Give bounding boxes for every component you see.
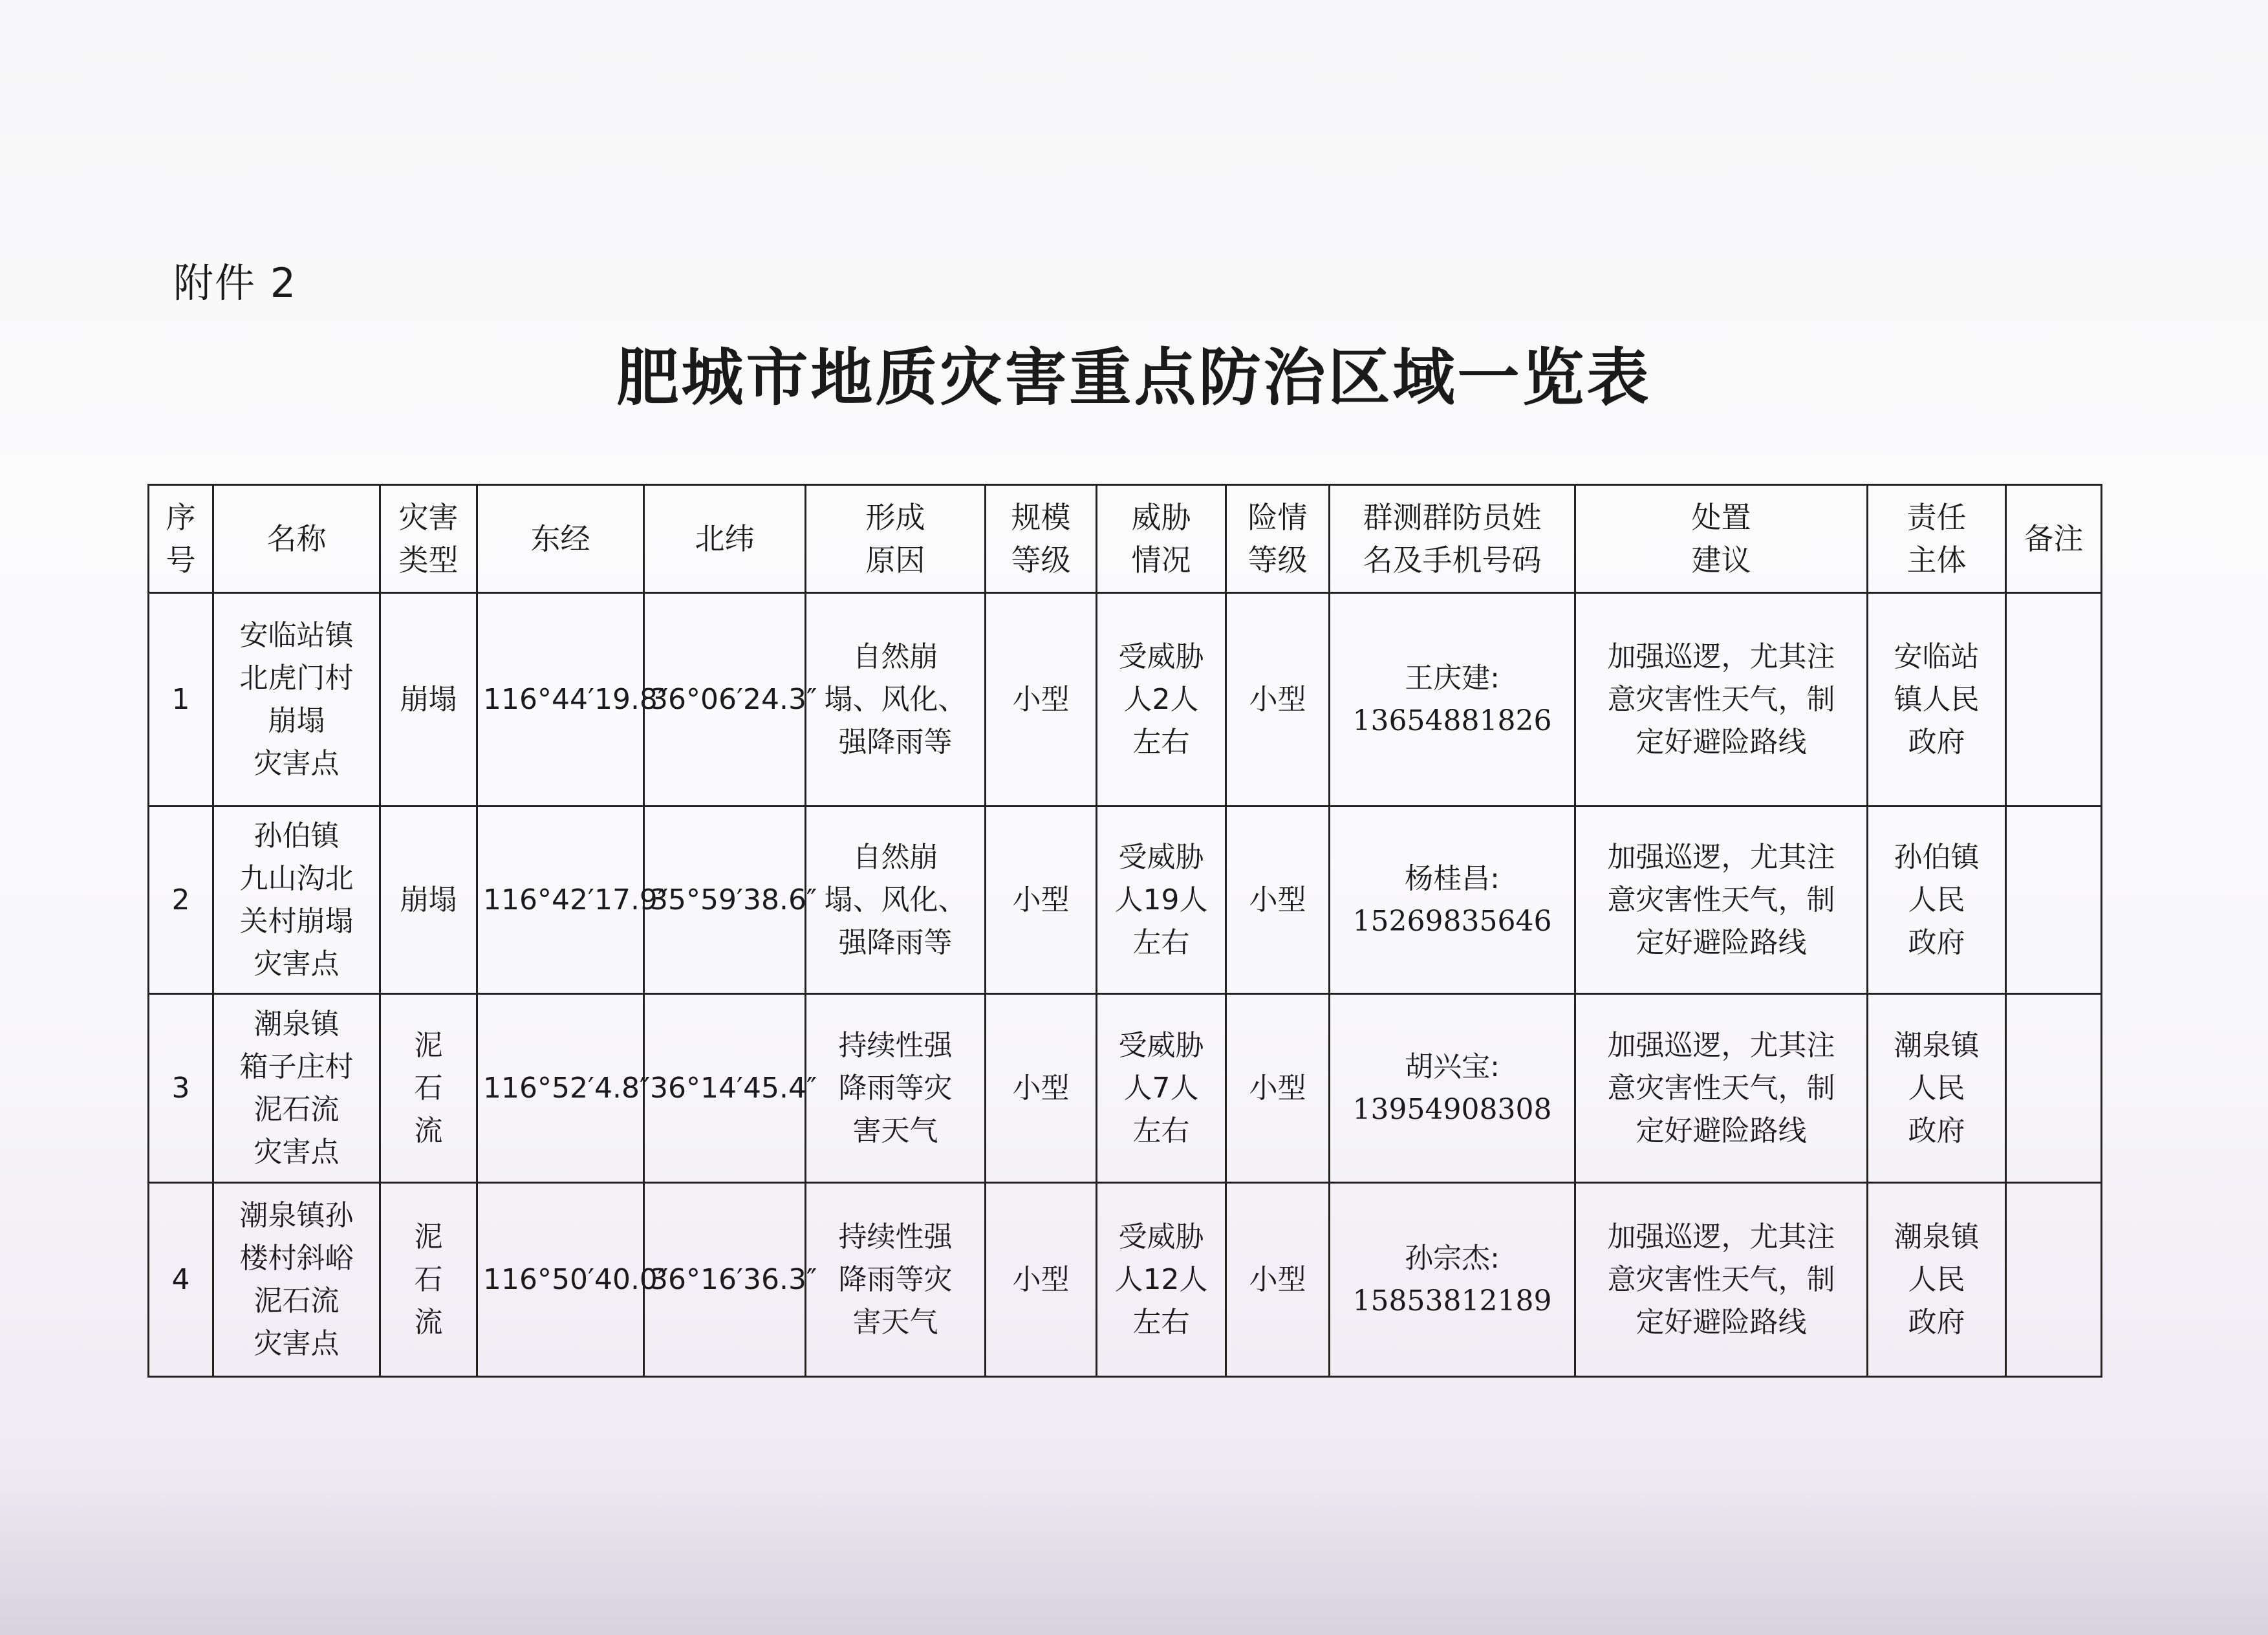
cell-remark <box>2006 807 2102 994</box>
table-row <box>149 807 2102 994</box>
cell-lon-text: 116°50′40.0″ <box>483 1262 669 1296</box>
header-type <box>380 485 477 593</box>
cell-cause-line: 自然崩 <box>852 840 938 874</box>
cell-cause-line: 持续性强 <box>838 1220 953 1253</box>
cell-name-line: 北虎门村 <box>239 661 354 695</box>
cell-scale <box>986 1183 1097 1377</box>
cell-advice-line: 意灾害性天气，制 <box>1607 682 1835 716</box>
cell-name <box>213 994 380 1183</box>
cell-lat <box>644 994 817 1183</box>
cell-cause-line: 害天气 <box>852 1305 938 1339</box>
cell-type-line: 流 <box>414 1305 443 1339</box>
cell-lat-text: 35°59′38.6″ <box>650 883 817 916</box>
cell-scale-text: 小型 <box>1012 682 1070 716</box>
header-remark <box>2006 485 2102 593</box>
cell-scale <box>986 807 1097 994</box>
cell-threat-line: 左右 <box>1132 926 1190 959</box>
cell-lon-text: 116°44′19.8″ <box>483 682 669 716</box>
monitor-name: 杨桂昌: <box>1405 861 1500 895</box>
cell-name-line: 灾害点 <box>254 1326 340 1360</box>
cell-cause-line: 持续性强 <box>838 1028 953 1062</box>
cell-danger-text: 小型 <box>1249 1262 1306 1296</box>
header-owner-line: 主体 <box>1906 543 1967 578</box>
cell-owner-line: 政府 <box>1908 1114 1965 1147</box>
header-threat-line: 威胁 <box>1131 500 1191 535</box>
cell-advice <box>1575 1183 1868 1377</box>
monitor-name: 王庆建: <box>1405 661 1500 695</box>
cell-advice-line: 加强巡逻，尤其注 <box>1607 1028 1835 1062</box>
header-scale-line: 等级 <box>1011 543 1071 578</box>
cell-lat-text: 36°06′24.3″ <box>650 682 817 716</box>
cell-owner <box>1868 807 2006 994</box>
cell-lat <box>644 807 817 994</box>
cell-monitor <box>1330 593 1575 807</box>
cell-name-line: 安临站镇 <box>239 618 354 652</box>
cell-advice-line: 意灾害性天气，制 <box>1607 1071 1835 1105</box>
cell-advice <box>1575 994 1868 1183</box>
cell-name <box>213 593 380 807</box>
cell-cause-line: 强降雨等 <box>838 926 953 959</box>
cell-danger-text: 小型 <box>1249 883 1306 916</box>
cell-cause <box>806 1183 986 1377</box>
header-threat-line: 情况 <box>1131 543 1191 578</box>
header-scale-line: 规模 <box>1011 500 1071 535</box>
cell-scale-text: 小型 <box>1012 1262 1070 1296</box>
cell-owner-line: 安临站 <box>1894 640 1980 673</box>
cell-owner-line: 孙伯镇 <box>1894 840 1980 874</box>
cell-danger-text: 小型 <box>1249 682 1306 716</box>
cell-threat-line: 受威胁 <box>1118 1028 1204 1062</box>
cell-lat <box>644 593 817 807</box>
cell-type <box>380 593 477 807</box>
cell-owner-line: 政府 <box>1908 926 1965 959</box>
cell-threat-line: 受威胁 <box>1118 640 1204 673</box>
cell-advice-line: 意灾害性天气，制 <box>1607 883 1835 916</box>
cell-scale-text: 小型 <box>1012 883 1070 916</box>
header-remark-line: 备注 <box>2024 521 2084 556</box>
table-row <box>149 1183 2102 1377</box>
header-lon <box>477 485 644 593</box>
cell-advice-line: 定好避险路线 <box>1636 926 1807 959</box>
cell-name-line: 楼村斜峪 <box>239 1241 354 1275</box>
cell-danger <box>1226 807 1330 994</box>
header-monitor <box>1330 485 1575 593</box>
cell-owner <box>1868 1183 2006 1377</box>
header-type-line: 类型 <box>398 543 459 578</box>
header-monitor-line: 名及手机号码 <box>1363 543 1542 578</box>
cell-threat-line: 人2人 <box>1123 682 1199 716</box>
header-index <box>149 485 213 593</box>
cell-threat-line: 左右 <box>1132 1305 1190 1339</box>
cell-owner-line: 镇人民 <box>1894 682 1980 716</box>
header-danger <box>1226 485 1330 593</box>
cell-owner-line: 政府 <box>1908 725 1965 759</box>
cell-lat-text: 36°16′36.3″ <box>650 1262 817 1296</box>
cell-name-line: 灾害点 <box>254 947 340 980</box>
cell-name-line: 潮泉镇孙 <box>239 1198 354 1232</box>
monitor-name: 孙宗杰: <box>1405 1241 1500 1275</box>
cell-owner-line: 潮泉镇 <box>1894 1220 1980 1253</box>
cell-lon <box>477 1183 669 1377</box>
cell-threat-line: 受威胁 <box>1118 1220 1204 1253</box>
cell-type-line: 崩塌 <box>400 682 457 716</box>
cell-advice-line: 定好避险路线 <box>1636 725 1807 759</box>
cell-owner <box>1868 593 2006 807</box>
cell-cause-line: 降雨等灾 <box>838 1262 953 1296</box>
header-scale <box>986 485 1097 593</box>
header-danger-line: 等级 <box>1247 543 1308 578</box>
monitor-phone: 13954908308 <box>1352 1092 1552 1126</box>
cell-scale-text: 小型 <box>1012 1071 1070 1105</box>
cell-owner-line: 人民 <box>1908 1071 1965 1105</box>
cell-name-line: 九山沟北 <box>239 861 354 895</box>
cell-cause-line: 害天气 <box>852 1114 938 1147</box>
cell-advice-line: 加强巡逻，尤其注 <box>1607 640 1835 673</box>
cell-index-text: 4 <box>171 1262 190 1296</box>
cell-index-text: 1 <box>171 682 190 716</box>
cell-threat <box>1097 994 1226 1183</box>
cell-lon <box>477 807 669 994</box>
monitor-phone: 15269835646 <box>1352 904 1552 938</box>
hazard-table <box>147 484 2102 1378</box>
cell-type-line: 崩塌 <box>400 883 457 916</box>
cell-advice-line: 定好避险路线 <box>1636 1305 1807 1339</box>
cell-danger <box>1226 593 1330 807</box>
cell-name-line: 潮泉镇 <box>254 1007 340 1041</box>
cell-type-line: 泥 <box>414 1028 443 1062</box>
cell-cause-line: 强降雨等 <box>838 725 953 759</box>
header-index-line: 序 <box>166 500 196 535</box>
cell-scale <box>986 994 1097 1183</box>
cell-threat-line: 人19人 <box>1114 883 1208 916</box>
header-name-line: 名称 <box>266 521 327 556</box>
cell-threat <box>1097 593 1226 807</box>
header-owner <box>1868 485 2006 593</box>
cell-lat-text: 36°14′45.4″ <box>650 1071 817 1105</box>
cell-type <box>380 807 477 994</box>
cell-name-line: 孙伯镇 <box>254 819 340 852</box>
header-lat <box>644 485 806 593</box>
cell-advice-line: 意灾害性天气，制 <box>1607 1262 1835 1296</box>
cell-name <box>213 1183 380 1377</box>
cell-index <box>149 994 213 1183</box>
cell-lon-text: 116°52′4.8″ <box>483 1071 651 1105</box>
cell-cause-line: 降雨等灾 <box>838 1071 953 1105</box>
cell-danger-text: 小型 <box>1249 1071 1306 1105</box>
cell-advice <box>1575 593 1868 807</box>
cell-danger <box>1226 1183 1330 1377</box>
cell-type-line: 流 <box>414 1114 443 1147</box>
header-monitor-line: 群测群防员姓 <box>1363 500 1542 535</box>
cell-monitor <box>1330 994 1575 1183</box>
cell-name-line: 泥石流 <box>254 1092 340 1126</box>
cell-threat-line: 左右 <box>1132 1114 1190 1147</box>
cell-cause <box>806 807 986 994</box>
cell-name-line: 崩塌 <box>268 704 325 737</box>
cell-remark <box>2006 593 2102 807</box>
cell-advice-line: 定好避险路线 <box>1636 1114 1807 1147</box>
cell-remark <box>2006 994 2102 1183</box>
header-lon-line: 东经 <box>530 521 590 556</box>
header-owner-line: 责任 <box>1906 500 1967 535</box>
monitor-phone: 15853812189 <box>1352 1284 1552 1317</box>
cell-threat-line: 人7人 <box>1123 1071 1199 1105</box>
monitor-phone: 13654881826 <box>1352 704 1552 737</box>
table-row <box>149 994 2102 1183</box>
cell-type-line: 石 <box>414 1071 443 1105</box>
cell-index-text: 3 <box>171 1071 190 1105</box>
cell-threat <box>1097 807 1226 994</box>
cell-owner-line: 人民 <box>1908 883 1965 916</box>
header-name <box>213 485 380 593</box>
header-cause <box>806 485 986 593</box>
header-lat-line: 北纬 <box>695 521 755 556</box>
cell-remark <box>2006 1183 2102 1377</box>
header-cause-line: 原因 <box>865 543 925 578</box>
cell-owner-line: 政府 <box>1908 1305 1965 1339</box>
cell-name-line: 泥石流 <box>254 1284 340 1317</box>
cell-danger <box>1226 994 1330 1183</box>
header-advice <box>1575 485 1868 593</box>
cell-type <box>380 994 477 1183</box>
cell-threat <box>1097 1183 1226 1377</box>
cell-name <box>213 807 380 994</box>
cell-owner <box>1868 994 2006 1183</box>
cell-advice-line: 加强巡逻，尤其注 <box>1607 840 1835 874</box>
cell-owner-line: 人民 <box>1908 1262 1965 1296</box>
header-type-line: 灾害 <box>398 500 459 535</box>
cell-name-line: 关村崩塌 <box>239 904 354 938</box>
cell-threat-line: 人12人 <box>1114 1262 1208 1296</box>
cell-lon <box>477 994 651 1183</box>
header-advice-line: 处置 <box>1691 500 1751 535</box>
cell-owner-line: 潮泉镇 <box>1894 1028 1980 1062</box>
cell-advice <box>1575 807 1868 994</box>
cell-monitor <box>1330 1183 1575 1377</box>
cell-index <box>149 593 213 807</box>
page-shadow <box>0 1475 2268 1635</box>
header-danger-line: 险情 <box>1247 500 1308 535</box>
monitor-name: 胡兴宝: <box>1405 1050 1500 1083</box>
cell-name-line: 箱子庄村 <box>239 1050 354 1083</box>
cell-type-line: 泥 <box>414 1220 443 1253</box>
header-index-line: 号 <box>166 543 196 578</box>
cell-cause-line: 塌、风化、 <box>824 682 967 716</box>
cell-cause <box>806 593 986 807</box>
cell-cause-line: 塌、风化、 <box>824 883 967 916</box>
table-header-row <box>149 485 2102 593</box>
cell-name-line: 灾害点 <box>254 1135 340 1169</box>
cell-scale <box>986 593 1097 807</box>
cell-threat-line: 左右 <box>1132 725 1190 759</box>
header-threat <box>1097 485 1226 593</box>
attachment-label: 附件 2 <box>173 259 297 307</box>
cell-lat <box>644 1183 817 1377</box>
cell-type-line: 石 <box>414 1262 443 1296</box>
cell-index <box>149 807 213 994</box>
cell-name-line: 灾害点 <box>254 746 340 780</box>
cell-threat-line: 受威胁 <box>1118 840 1204 874</box>
cell-cause <box>806 994 986 1183</box>
header-cause-line: 形成 <box>865 500 925 535</box>
cell-advice-line: 加强巡逻，尤其注 <box>1607 1220 1835 1253</box>
document-title: 肥城市地质灾害重点防治区域一览表 <box>616 341 1652 414</box>
header-advice-line: 建议 <box>1691 543 1751 578</box>
cell-index <box>149 1183 213 1377</box>
cell-lon <box>477 593 669 807</box>
cell-type <box>380 1183 477 1377</box>
table-row <box>149 593 2102 807</box>
cell-lon-text: 116°42′17.9″ <box>483 883 669 916</box>
cell-monitor <box>1330 807 1575 994</box>
cell-index-text: 2 <box>171 883 190 916</box>
cell-cause-line: 自然崩 <box>852 640 938 673</box>
